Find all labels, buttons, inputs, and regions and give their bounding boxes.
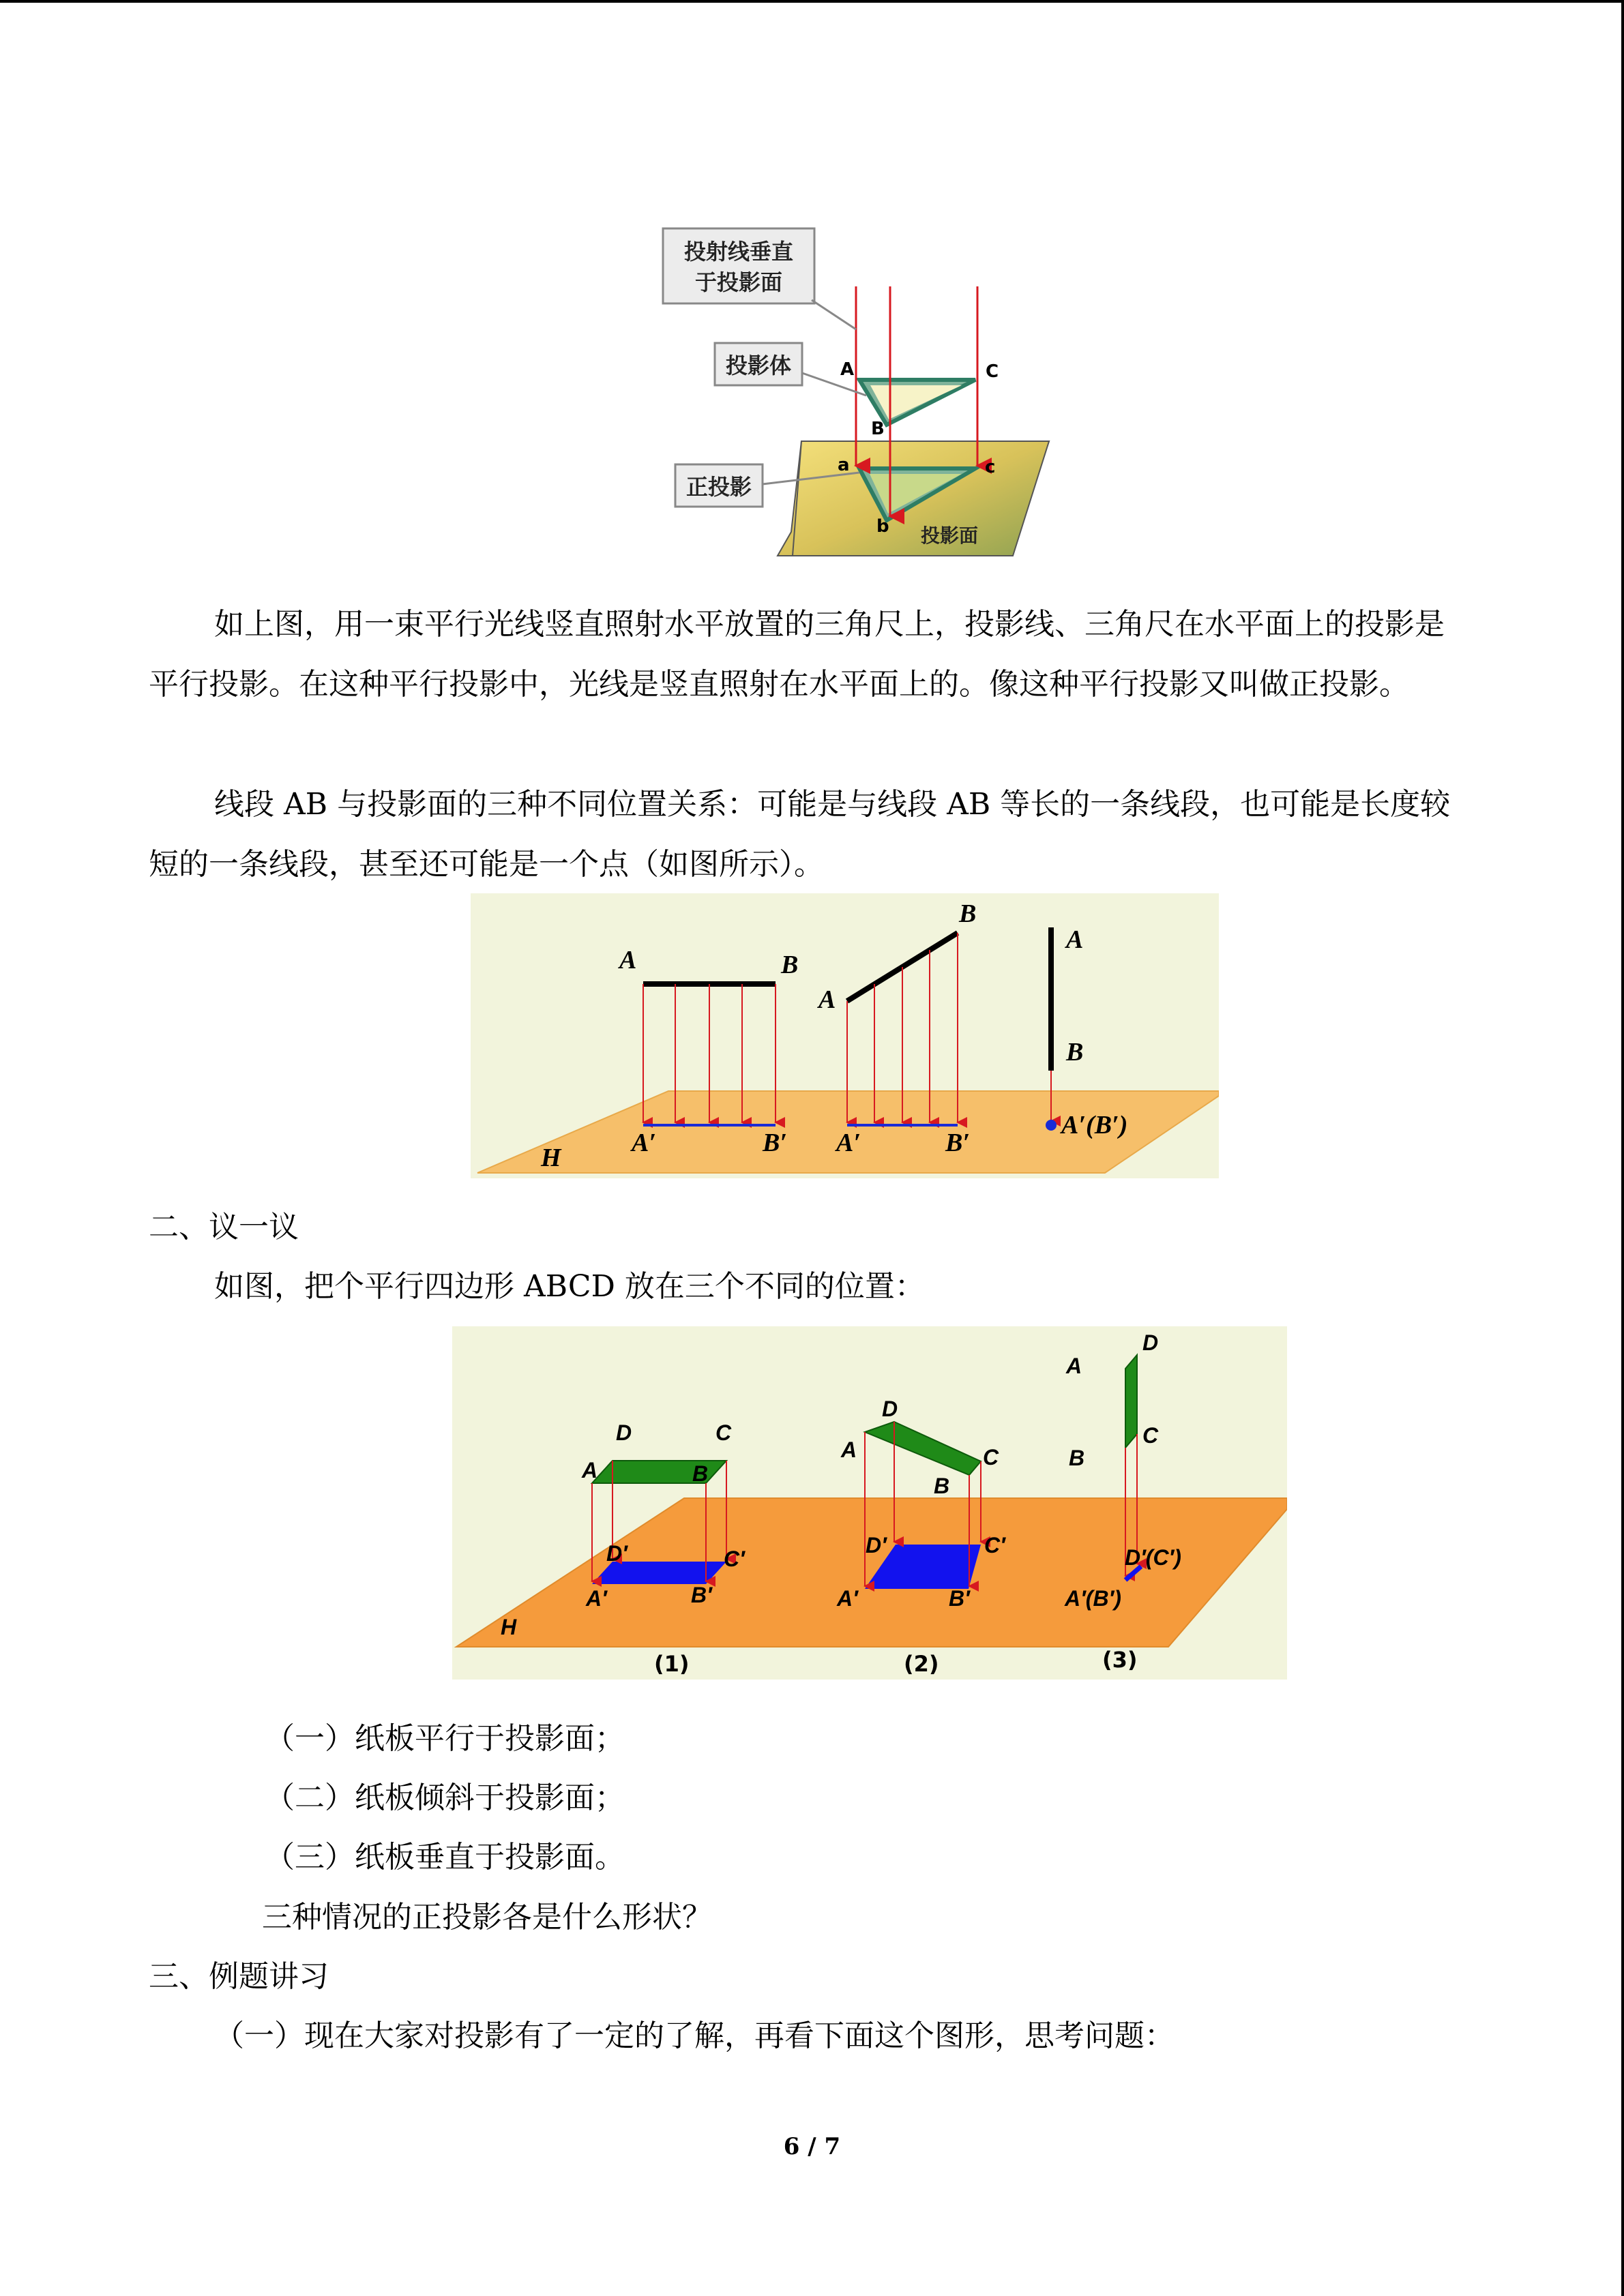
- paragraph-intro-text: 如上图，用一束平行光线竖直照射水平放置的三角尺上，投影线、三角尺在水平面上的投影是平行投影。在这种平行投影中，光线是竖直照射在水平面上的。像这种平行投影又叫做正投影。: [149, 607, 1445, 702]
- plane-label: 投影面: [921, 524, 979, 547]
- paragraph-segment-text: 线段 AB 与投影面的三种不同位置关系：可能是与线段 AB 等长的一条线段，也可能是长度较短的一条线段，甚至还可能是一个点（如图所示）。: [149, 787, 1451, 882]
- label-B-3: B: [1069, 1446, 1085, 1470]
- figure-segment-projection: [471, 893, 1219, 1178]
- case-1-label: (1): [654, 1651, 690, 1677]
- figure-parallelogram-projection: [452, 1326, 1287, 1680]
- label-D-2: D: [882, 1397, 898, 1421]
- label-Bprime-2: B′: [949, 1586, 970, 1611]
- section3-heading: 三、例题讲习: [149, 1959, 329, 1994]
- label-H: H: [501, 1615, 517, 1639]
- callout-perpendicular-line1: 投射线垂直: [683, 239, 794, 265]
- label-D-1: D: [616, 1420, 632, 1445]
- callout-body-label: 投影体: [725, 353, 792, 378]
- label-B-2: B: [934, 1474, 950, 1498]
- case-3-label: (3): [1102, 1647, 1138, 1673]
- label-Bprime-1: B′: [763, 1129, 788, 1157]
- vertex-a: a: [838, 455, 850, 475]
- paragraph-intro: [149, 595, 1458, 715]
- callout-perpendicular-line2: 于投影面: [694, 269, 783, 295]
- label-C-3: C: [1142, 1423, 1159, 1448]
- case-item-1: （一）纸板平行于投影面；: [265, 1721, 625, 1756]
- section3-intro: （一）现在大家对投影有了一定的了解，再看下面这个图形，思考问题：: [214, 2018, 1175, 2053]
- case-2-label: (2): [904, 1651, 939, 1677]
- projection-point: [1046, 1120, 1057, 1131]
- label-Bprime-2: B′: [945, 1129, 971, 1157]
- label-D-3: D: [1142, 1330, 1159, 1355]
- section2-heading: 二、议一议: [149, 1210, 299, 1244]
- label-A-1: A: [582, 1458, 598, 1482]
- vertex-B: B: [871, 419, 885, 439]
- label-H: H: [541, 1144, 561, 1172]
- label-Aprime-2: A′: [837, 1586, 858, 1611]
- label-Aprime-2: A′: [836, 1129, 861, 1157]
- figure-orthographic-projection: [662, 222, 1050, 561]
- question-text: 三种情况的正投影各是什么形状？: [262, 1900, 712, 1935]
- vertex-b: b: [876, 516, 889, 537]
- page-right-border: [1621, 0, 1624, 2296]
- callout-orthographic-label: 正投影: [685, 474, 752, 500]
- label-Aprime-1: A′: [632, 1129, 657, 1157]
- section2-intro: 如图，把个平行四边形 ABCD 放在三个不同的位置：: [214, 1269, 925, 1304]
- vertex-A: A: [840, 359, 855, 380]
- label-Dprime-1: D′: [606, 1541, 628, 1566]
- parallelogram-3: [1125, 1355, 1137, 1448]
- label-A-3: A: [1066, 1354, 1082, 1378]
- label-segment-top: D′(C′): [1125, 1545, 1181, 1570]
- label-Cprime-1: C′: [724, 1547, 745, 1571]
- page-top-border: [0, 0, 1624, 3]
- label-C-2: C: [983, 1445, 999, 1470]
- case-item-3: （三）纸板垂直于投影面。: [265, 1840, 625, 1875]
- label-point: A′(B′): [1061, 1111, 1128, 1139]
- label-Cprime-2: C′: [984, 1533, 1005, 1557]
- label-Dprime-2: D′: [866, 1533, 887, 1557]
- vertex-c: c: [985, 457, 996, 477]
- label-C-1: C: [715, 1420, 732, 1445]
- label-segment-bottom: A′(B′): [1065, 1586, 1121, 1611]
- paragraph-segment: [149, 775, 1458, 895]
- label-B-1: B: [692, 1461, 709, 1486]
- label-Aprime-1: A′: [586, 1586, 607, 1611]
- label-Bprime-1: B′: [691, 1583, 712, 1607]
- label-A-2: A: [818, 985, 836, 1014]
- vertex-C: C: [986, 361, 999, 382]
- page-number: 6 / 7: [783, 2133, 841, 2160]
- label-A-1: A: [619, 946, 637, 974]
- case-item-2: （二）纸板倾斜于投影面；: [265, 1780, 625, 1815]
- label-B-2: B: [959, 899, 977, 928]
- label-A-2: A: [841, 1437, 857, 1462]
- label-B-3: B: [1066, 1038, 1084, 1067]
- label-B-1: B: [781, 951, 799, 979]
- label-A-3: A: [1066, 925, 1084, 954]
